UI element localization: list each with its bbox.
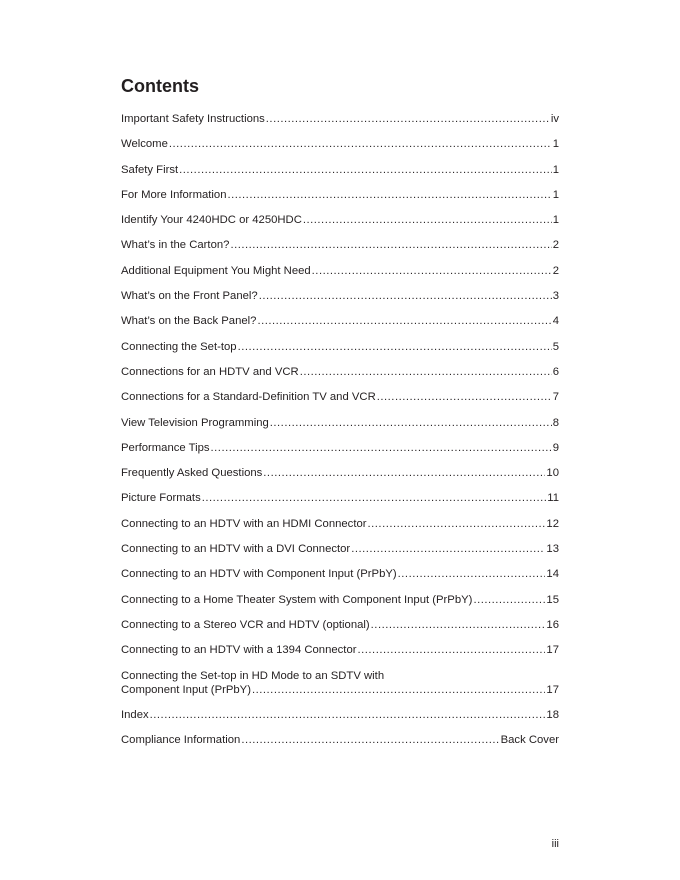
toc-entry-page: 12 xyxy=(546,517,559,530)
toc-entry-label: What’s in the Carton? xyxy=(121,239,230,252)
toc-entry-page: 5 xyxy=(552,340,559,353)
toc-entry[interactable] xyxy=(121,110,559,135)
toc-entry-page: 11 xyxy=(547,492,559,505)
toc-entry-page: 7 xyxy=(552,391,559,404)
toc-entry-label: Connections for an HDTV and VCR xyxy=(121,365,299,378)
toc-entry-page: 2 xyxy=(552,264,559,277)
toc-entry-page: 3 xyxy=(552,290,559,303)
toc-entry[interactable] xyxy=(121,312,559,337)
dot-leader xyxy=(303,213,552,227)
toc-entry[interactable] xyxy=(121,540,559,565)
toc-entry[interactable] xyxy=(121,236,559,261)
toc-entry-label: Connecting to an HDTV with Component Input (PrPbY) xyxy=(121,568,397,581)
toc-entry[interactable] xyxy=(121,338,559,363)
dot-leader xyxy=(230,238,551,252)
toc-entry-label: Connecting to an HDTV with a 1394 Connector xyxy=(121,644,357,657)
dot-leader xyxy=(263,466,545,480)
toc-entry-page: 4 xyxy=(552,315,559,328)
toc-entry[interactable] xyxy=(121,591,559,616)
toc-entry-label: Connecting to a Home Theater System with Component Input (PrPbY) xyxy=(121,593,473,606)
toc-entry[interactable] xyxy=(121,287,559,312)
toc-entry[interactable] xyxy=(121,616,559,641)
toc-entry-page: 17 xyxy=(546,644,559,657)
toc-entry-page: 8 xyxy=(552,416,559,429)
toc-entry-page: 1 xyxy=(552,188,559,201)
toc-entry-label: Connecting to a Stereo VCR and HDTV (optional) xyxy=(121,618,370,631)
dot-leader xyxy=(270,416,552,430)
dot-leader xyxy=(377,390,552,404)
toc-entry-label: Connecting to an HDTV with an HDMI Connector xyxy=(121,517,367,530)
dot-leader xyxy=(252,683,545,697)
dot-leader xyxy=(351,542,545,556)
page-number: iii xyxy=(551,838,559,850)
toc-entry[interactable] xyxy=(121,667,559,706)
toc-entry[interactable] xyxy=(121,211,559,236)
toc-entry[interactable] xyxy=(121,565,559,590)
toc-entry[interactable] xyxy=(121,414,559,439)
toc-entry-label-line1: Connecting the Set-top in HD Mode to an SDTV with xyxy=(121,669,385,682)
toc-entry-page: 13 xyxy=(546,543,559,556)
toc-entry[interactable] xyxy=(121,135,559,160)
dot-leader xyxy=(266,112,550,126)
toc-entry-page: 2 xyxy=(552,239,559,252)
dot-leader xyxy=(179,163,552,177)
toc-entry-label: Component Input (PrPbY) xyxy=(121,683,251,696)
toc-entry[interactable] xyxy=(121,641,559,666)
toc-entry[interactable] xyxy=(121,489,559,514)
dot-leader xyxy=(241,733,499,747)
toc-entry[interactable] xyxy=(121,515,559,540)
toc-entry-label: Index xyxy=(121,708,149,721)
toc-entry-label: What’s on the Back Panel? xyxy=(121,315,257,328)
toc-entry-label: Important Safety Instructions xyxy=(121,113,265,125)
toc-entry-label: What’s on the Front Panel? xyxy=(121,290,258,303)
toc-entry-label: Performance Tips xyxy=(121,441,210,454)
toc-entry-label: Additional Equipment You Might Need xyxy=(121,264,311,277)
toc-entry-label: Connections for a Standard-Definition TV and VCR xyxy=(121,391,376,404)
toc-entry-page: Back Cover xyxy=(500,733,559,746)
toc-entry-label: Welcome xyxy=(121,138,168,151)
dot-leader xyxy=(300,365,552,379)
dot-leader xyxy=(259,289,552,303)
toc-entry[interactable] xyxy=(121,706,559,731)
toc-entry-label: Compliance Information xyxy=(121,733,241,746)
toc-entry[interactable] xyxy=(121,464,559,489)
toc-entry-page: 10 xyxy=(546,467,559,480)
toc-entry-page: 9 xyxy=(552,441,559,454)
toc-entry[interactable] xyxy=(121,363,559,388)
dot-leader xyxy=(371,618,546,632)
toc-entry[interactable] xyxy=(121,186,559,211)
dot-leader xyxy=(358,643,546,657)
toc-entry-label: Identify Your 4240HDC or 4250HDC xyxy=(121,214,302,227)
toc-entry-page: 1 xyxy=(552,163,559,176)
dot-leader xyxy=(227,188,551,202)
dot-leader xyxy=(211,441,552,455)
toc-entry-page: 6 xyxy=(552,365,559,378)
dot-leader xyxy=(368,517,546,531)
dot-leader xyxy=(473,593,545,607)
toc-entry-page: 1 xyxy=(552,138,559,151)
toc-entry-page: 17 xyxy=(546,683,559,696)
toc-entry-label: Connecting to an HDTV with a DVI Connector xyxy=(121,543,351,556)
table-of-contents xyxy=(121,110,559,756)
toc-entry-page: 15 xyxy=(546,593,559,606)
dot-leader xyxy=(398,567,546,581)
toc-entry[interactable] xyxy=(121,161,559,186)
toc-entry-label: Connecting the Set-top xyxy=(121,340,237,353)
toc-entry[interactable] xyxy=(121,439,559,464)
toc-entry-label: Safety First xyxy=(121,163,179,176)
toc-entry-page: 16 xyxy=(546,618,559,631)
toc-entry[interactable] xyxy=(121,731,559,756)
toc-entry[interactable] xyxy=(121,388,559,413)
dot-leader xyxy=(202,491,547,505)
dot-leader xyxy=(312,264,552,278)
toc-entry-label: Picture Formats xyxy=(121,492,201,505)
toc-entry-page: iv xyxy=(550,113,559,125)
dot-leader xyxy=(150,708,546,722)
toc-entry-label: Frequently Asked Questions xyxy=(121,467,263,480)
dot-leader xyxy=(238,340,552,354)
dot-leader xyxy=(257,314,551,328)
page-title: Contents xyxy=(121,76,199,96)
toc-entry-page: 1 xyxy=(552,214,559,227)
toc-entry-page: 14 xyxy=(546,568,559,581)
toc-entry-label: For More Information xyxy=(121,188,227,201)
toc-entry-page: 18 xyxy=(546,708,559,721)
dot-leader xyxy=(169,137,552,151)
toc-entry-label: View Television Programming xyxy=(121,416,269,429)
toc-entry[interactable] xyxy=(121,262,559,287)
